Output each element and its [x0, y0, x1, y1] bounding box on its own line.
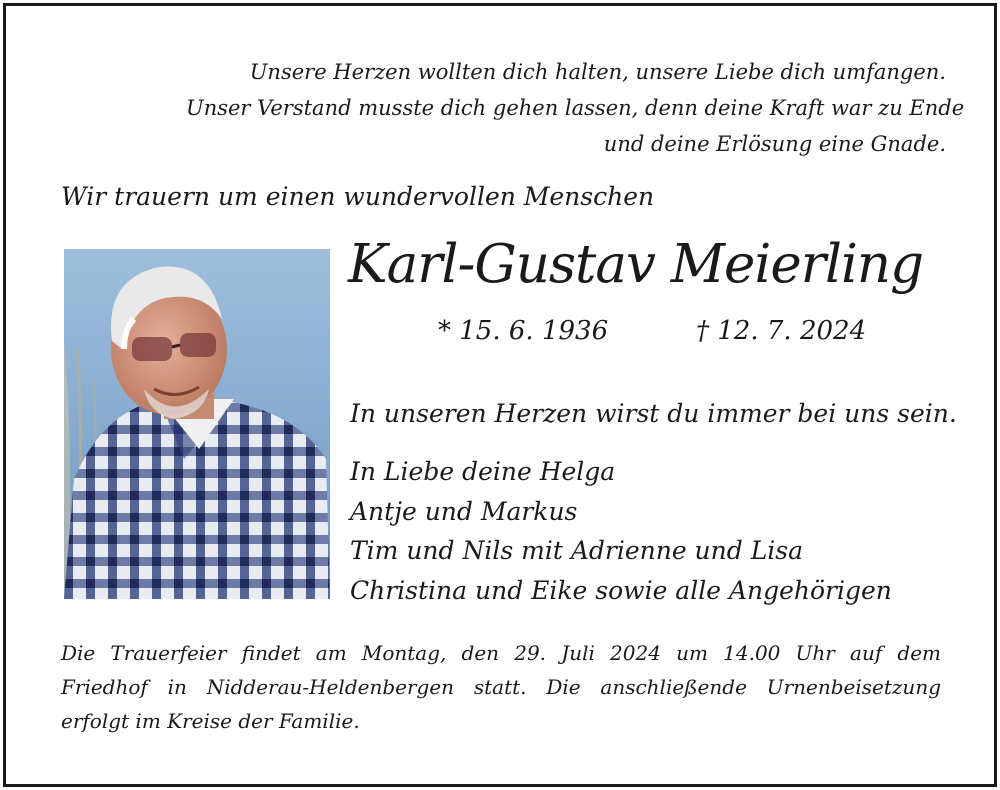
motto-line: und deine Erlösung eine Gnade. [603, 132, 946, 156]
closing-motto: In unseren Herzen wirst du immer bei uns sein. [350, 399, 957, 428]
mourner-line: Antje und Markus [350, 496, 578, 526]
motto-verse [186, 54, 965, 162]
birth-date: * 15. 6. 1936 [438, 316, 609, 346]
deceased-name: Karl-Gustav Meierling [348, 234, 923, 295]
funeral-notice [61, 636, 941, 738]
obituary-notice [3, 3, 997, 787]
mourners-list [350, 452, 892, 610]
intro-text: Wir trauern um einen wundervollen Menschen [61, 182, 655, 211]
portrait-photo [64, 249, 330, 599]
motto-line: Unsere Herzen wollten dich halten, unsere Liebe dich umfangen. [249, 60, 946, 84]
notice-line: erfolgt im Kreise der Familie. [61, 709, 360, 733]
mourner-line: Tim und Nils mit Adrienne und Lisa [350, 536, 804, 565]
death-date: † 12. 7. 2024 [696, 316, 867, 346]
motto-line: Unser Verstand musste dich gehen lassen, denn deine Kraft war zu Ende [186, 96, 965, 120]
mourner-line: In Liebe deine Helga [350, 457, 616, 486]
notice-line: Friedhof in Nidderau-Heldenbergen statt. Die anschließende Urnenbeisetzung [61, 675, 941, 699]
mourner-line: Christina und Eike sowie alle Angehörigen [350, 575, 892, 605]
notice-line: Die Trauerfeier findet am Montag, den 29. Juli 2024 um 14.00 Uhr auf dem [61, 641, 941, 665]
